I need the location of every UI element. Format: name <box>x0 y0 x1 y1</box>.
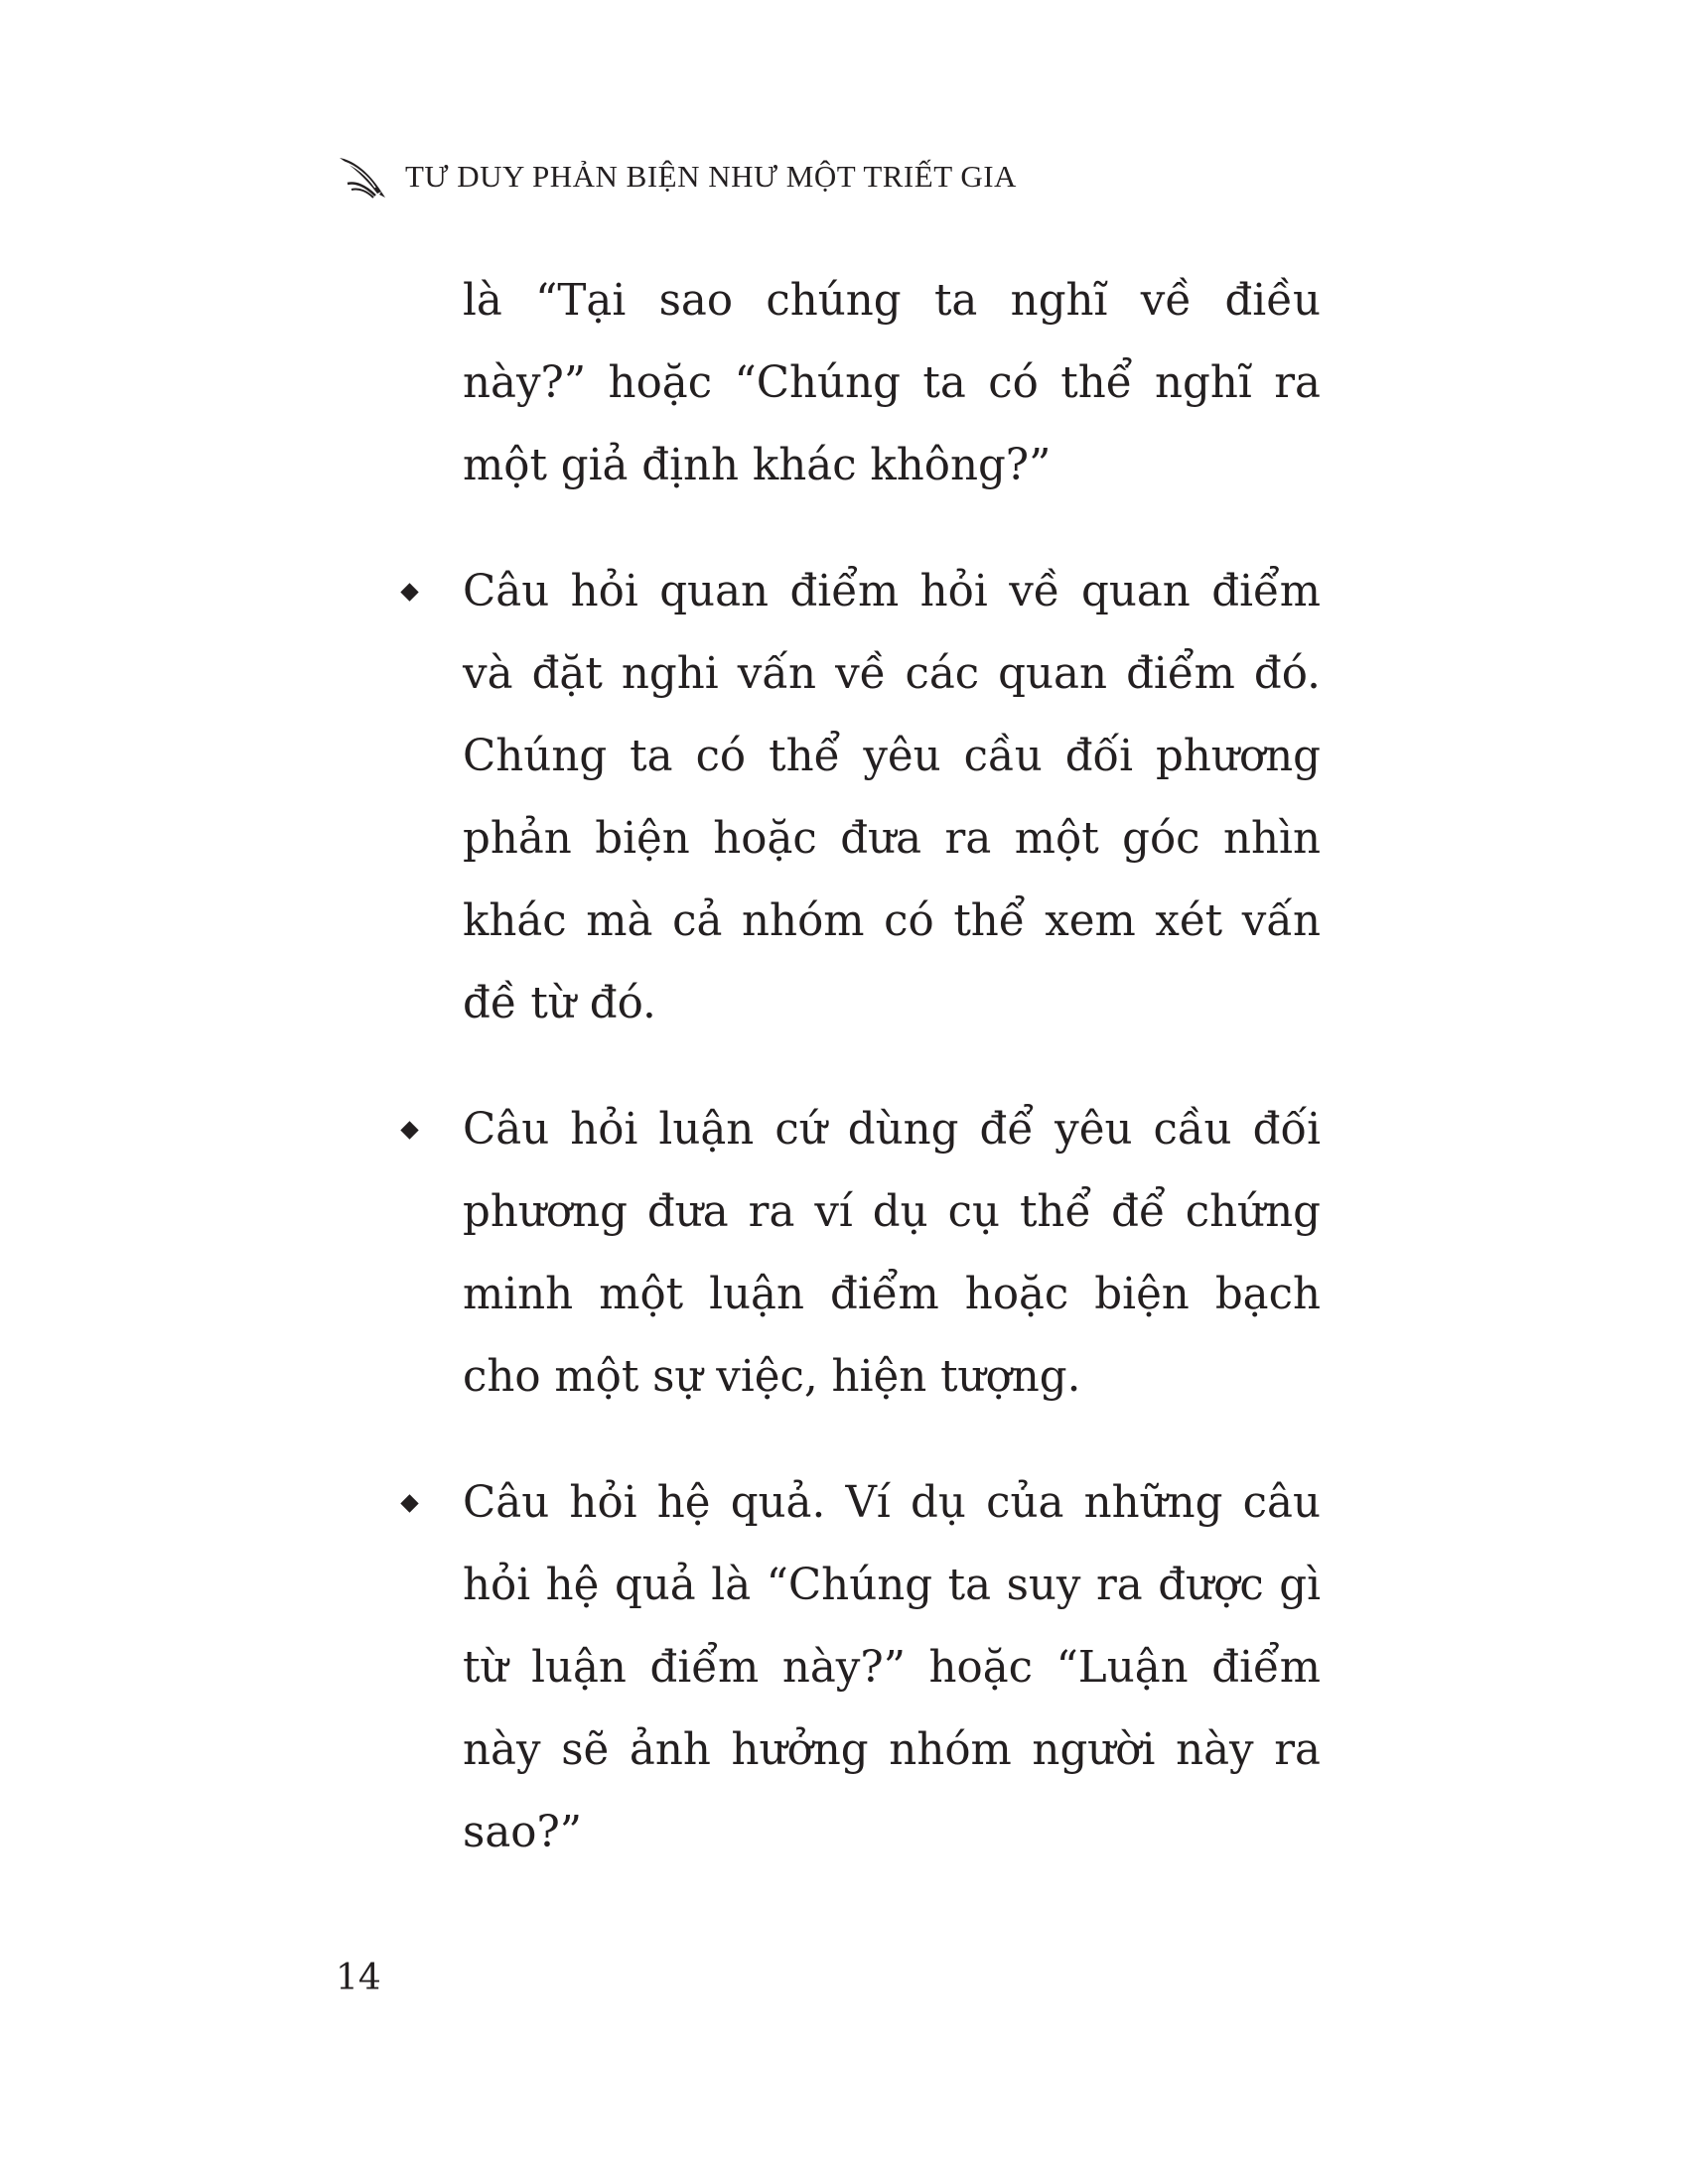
list-item-text: Câu hỏi luận cứ dùng để yêu cầu đối phương đưa ra ví dụ cụ thể để chứng minh một luận điểm hoặc biện bạch cho một sự việc, hiện tượng. <box>463 1105 1321 1402</box>
diamond-bullet-icon <box>400 1494 418 1512</box>
intro-paragraph: là “Tại sao chúng ta nghĩ về điều này?” hoặc “Chúng ta có thể nghĩ ra một giả định khác không?” <box>463 276 1321 490</box>
list-item-text: Câu hỏi hệ quả. Ví dụ của những câu hỏi hệ quả là “Chúng ta suy ra được gì từ luận điểm này?” hoặc “Luận điểm này sẽ ảnh hưởng nhóm người này ra sao?” <box>463 1478 1321 1857</box>
diamond-bullet-icon <box>400 1121 418 1139</box>
list-item <box>463 1462 1321 1874</box>
header-title: TƯ DUY PHẢN BIỆN NHƯ MỘT TRIẾT GIA <box>405 159 1017 194</box>
page-body <box>463 260 1321 1874</box>
quill-pen-icon <box>338 154 387 200</box>
list-item <box>463 551 1321 1045</box>
page-number: 14 <box>336 1958 381 1998</box>
list-item-text: Câu hỏi quan điểm hỏi về quan điểm và đặt nghi vấn về các quan điểm đó. Chúng ta có thể yêu cầu đối phương phản biện hoặc đưa ra một góc nhìn khác mà cả nhóm có thể xem xét vấn đề từ đó. <box>463 567 1321 1028</box>
list-item <box>463 1089 1321 1419</box>
diamond-bullet-icon <box>400 583 418 601</box>
running-header <box>338 154 1017 200</box>
